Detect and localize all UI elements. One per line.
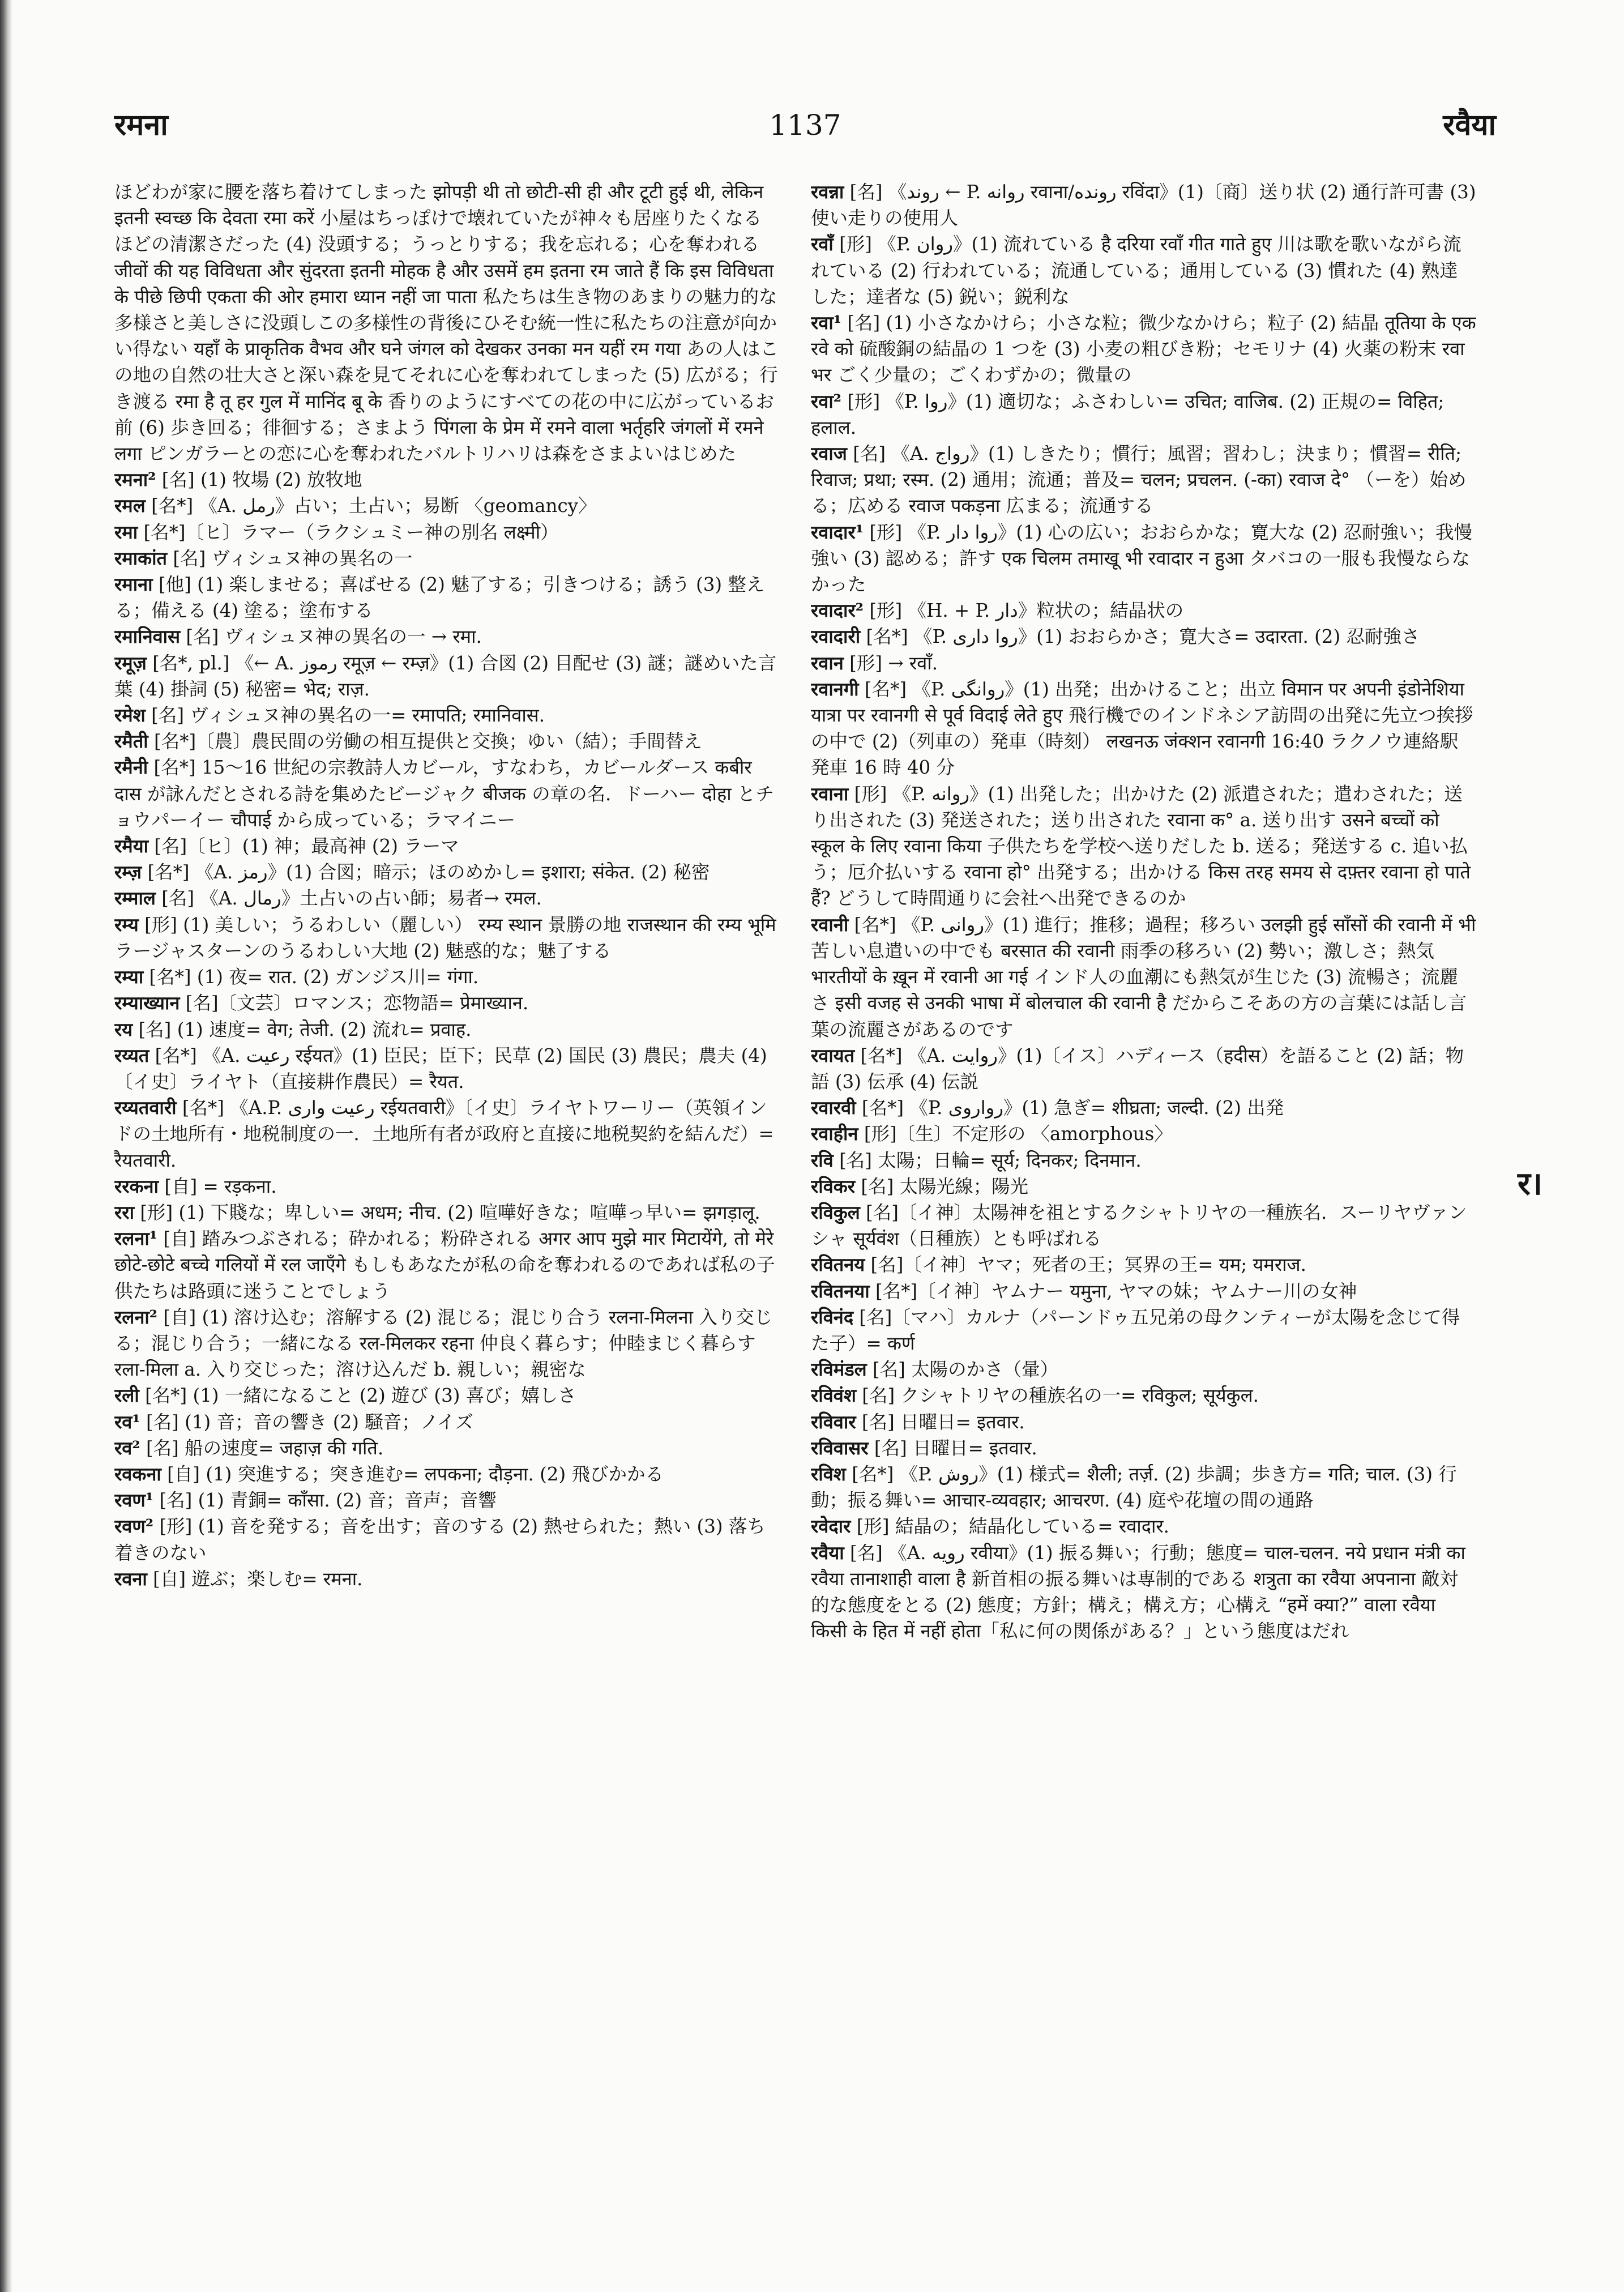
dictionary-entry: [811, 1540, 1476, 1645]
entry-definition: [形] 《P. روانه》(1) 出発した；出かけた (2) 派遣された；遣わされた；送り出された (3) 発送された；送り出された रवाना क° a. 送り出す उसने बच्चों को स्कूल के लिए रवाना किया 子供たちを学校へ送りだした b. 送る；発送する c. 追い払う；厄介払いする रवाना हो° 出発する；出かける किस तरह समय से दफ़्तर रवाना हो पाते हैं? どうして時間通りに会社へ出発できるのか: [811, 783, 1471, 910]
dictionary-entry: [811, 1435, 1476, 1461]
entry-definition: [名*] 《A. رمل》占い；土占い；易断 〈geomancy〉: [151, 495, 597, 517]
dictionary-entry: [114, 990, 780, 1016]
entry-definition: [形] (1) 音を発する；音を出す；音のする (2) 熱せられた；熱い (3) 落ち着きのない: [114, 1516, 766, 1564]
entry-definition: [名*]〔ヒ〕ラマー（ラクシュミー神の別名 लक्ष्मी）: [143, 521, 559, 543]
entry-headword: ररा: [114, 1201, 135, 1223]
entry-headword: रवन्ना: [811, 181, 844, 203]
dictionary-entry: [114, 1200, 780, 1226]
entry-headword: रवान: [811, 651, 844, 674]
entry-definition: [名]〔ヒ〕(1) 神；最高神 (2) ラーマ: [154, 835, 459, 857]
entry-headword: रलना¹: [114, 1227, 158, 1250]
entry-definition: [名*, pl.] 《← A. رموز रमूज़ ← रम्ज़》(1) 合図 (2) 目配せ (3) 謎；謎めいた言葉 (4) 掛詞 (5) 秘密= भेद; राज़.: [114, 652, 777, 700]
entry-headword: रमना²: [114, 468, 156, 491]
dictionary-entry: [114, 728, 780, 754]
entry-headword: रवा¹: [811, 311, 842, 334]
dictionary-entry: [114, 1043, 780, 1095]
dictionary-entry: [114, 964, 780, 990]
dictionary-entry: [114, 1304, 780, 1383]
entry-headword: रम्ज़: [114, 861, 142, 883]
dictionary-entry: [114, 1095, 780, 1173]
dictionary-entry: [811, 676, 1476, 781]
entry-definition: [形] 《P. روا》(1) 適切な；ふさわしい= उचित; वाजिब. (2) 正規の= विहित; हलाल.: [811, 390, 1444, 438]
dictionary-entry: [811, 519, 1476, 598]
entry-headword: रव²: [114, 1436, 140, 1459]
dictionary-entry: [811, 1382, 1476, 1409]
dictionary-entry: [114, 493, 780, 519]
dictionary-entry: [811, 1121, 1476, 1147]
entry-headword: रवादार²: [811, 599, 864, 622]
entry-definition: [名*] 《P. رواروی》(1) 急ぎ= शीघ्रता; जल्दी. (2) 出発: [861, 1097, 1284, 1119]
entry-headword: रवादारी: [811, 625, 861, 648]
dictionary-entry: [811, 1409, 1476, 1435]
entry-definition: [自] (1) 溶け込む；溶解する (2) 混じる；混じり合う रलना-मिलना 入り交じる；混じり合う；一緒になる रल-मिलकर रहना 仲良く暮らす；仲睦まじく暮らす रला-मिला a. 入り交じった；溶け込んだ b. 親しい；親密な: [114, 1306, 773, 1381]
dictionary-entry: [811, 1095, 1476, 1121]
entry-definition: [形] (1) 下賤な；卑しい= अधम; नीच. (2) 喧嘩好きな；喧嘩っ早い= झगड़ालू.: [140, 1201, 760, 1223]
entry-definition: [形] (1) 美しい；うるわしい（麗しい） रम्य स्थान 景勝の地 राजस्थान की रम्य भूमि ラージャスターンのうるわしい大地 (2) 魅惑的な；魅了する: [114, 914, 776, 962]
entry-headword: रवारवी: [811, 1096, 856, 1119]
entry-headword: रवैया: [811, 1541, 844, 1564]
entry-headword: रविश: [811, 1462, 846, 1485]
entry-definition: [名]〔マハ〕カルナ（パーンドゥ五兄弟の母クンティーが太陽を念じて得た子）= कर्ण: [811, 1306, 1460, 1354]
dictionary-entry: [811, 1173, 1476, 1200]
entry-definition: [名] (1) 速度= वेग; तेजी. (2) 流れ= प्रवाह.: [138, 1018, 472, 1040]
dictionary-entry: [811, 624, 1476, 650]
entry-definition: [名*] 《P. روانی》(1) 進行；推移；過程；移ろい उलझी हुई साँसों की रवानी में भी 苦しい息遣いの中でも बरसात की रवानी 雨季の移ろい (2) 勢い；激しさ；熱気 भारतीयों के ख़ून में रवानी आ गई インド人の血潮にも熱気が生じた (3) 流暢さ；流麗さ इसी वजह से उनकी भाषा में बोलचाल की रवानी है だからこそあの方の言葉には話し言葉の流麗さがあるのです: [811, 914, 1476, 1040]
entry-definition: [名] 日曜日= इतवार.: [861, 1411, 1025, 1433]
entry-headword: रविवासर: [811, 1436, 869, 1459]
dictionary-entry: [114, 650, 780, 702]
entry-definition: [形] 《P. روا دار》(1) 心の広い；おおらかな；寛大な (2) 忍耐強い；我慢強い (3) 認める；許す एक चिलम तमाखू भी रवादार न हुआ タバコの一服も我慢ならなかった: [811, 521, 1473, 596]
dictionary-entry: [114, 833, 780, 859]
entry-headword: रविकुल: [811, 1201, 860, 1223]
entry-headword: रवादार¹: [811, 520, 864, 543]
entry-definition: [名] 太陽のかさ（暈）: [872, 1359, 1059, 1381]
dictionary-entry: [811, 1513, 1476, 1539]
entry-definition: [名*] (1) 一緒になること (2) 遊び (3) 喜び；嬉しさ: [145, 1385, 576, 1407]
entry-definition: [名*] 《A. رمز》(1) 合図；暗示；ほのめかし= इशारा; संकेत. (2) 秘密: [147, 861, 710, 883]
entry-definition: [名*] 《A.P. رعیت واری रईयतवारी》〔イ史〕ライヤトワーリー（英領インドの土地所有・地税制度の一．土地所有者が政府と直接に地税契約を結んだ）= रैयतवारी.: [114, 1097, 774, 1171]
entry-headword: रविकर: [811, 1175, 856, 1197]
left-running-headword: रमना: [114, 108, 168, 142]
entry-headword: रमा: [114, 520, 138, 543]
entry-headword: रवानी: [811, 913, 849, 936]
page-number: 1137: [769, 109, 841, 142]
entry-headword: रलना²: [114, 1305, 158, 1328]
entry-definition: [名] (1) 青銅= काँसा. (2) 音；音声；音響: [159, 1489, 497, 1512]
dictionary-entry: [811, 441, 1476, 519]
dictionary-entry: [114, 1487, 780, 1513]
dictionary-entry: [811, 1278, 1476, 1304]
dictionary-entry: [114, 859, 780, 885]
dictionary-entry: [114, 1017, 780, 1043]
entry-definition: [名]〔イ神〕太陽神を祖とするクシャトリヤの一種族名．スーリヤヴァンシャ सूर्यवंश（日種族）とも呼ばれる: [811, 1201, 1467, 1250]
dictionary-entry: [114, 624, 780, 650]
dictionary-entry: [811, 179, 1476, 231]
entry-headword: रवितनया: [811, 1279, 870, 1302]
entry-headword: रमैनी: [114, 756, 148, 779]
dictionary-entry: [114, 1461, 780, 1487]
dictionary-entry: [811, 389, 1476, 441]
entry-headword: रमेश: [114, 704, 146, 727]
entry-headword: रवाज: [811, 442, 847, 465]
entry-definition: [名] 《A. رویه रवीया》(1) 振る舞い；行動；態度= चाल-चलन. नये प्रधान मंत्री का रवैया तानाशाही वाला है 新首相の振る舞いは専制的である शत्रुता का रवैया अपनाना 敵対的な態度をとる (2) 態度；方針；構え；構え方；心構え “हमें क्या?” वाला रवैया किसी के हित में नहीं होता「私に何の関係がある？」という態度はだれ: [811, 1542, 1465, 1642]
entry-definition: [自] 遊ぶ；楽しむ= रमना.: [153, 1568, 363, 1590]
entry-headword: रमैती: [114, 730, 148, 753]
entry-headword: रविनंद: [811, 1305, 854, 1328]
entry-definition: [自] 踏みつぶされる；砕かれる；粉砕される अगर आप मुझे मार मिटायेंगे, तो मेरे छोटे-छोटे बच्चे गलियों में रल जाएँगे もしもあなたが私の命を奪われるのであれば私の子供たちは路頭に迷うことでしょう: [114, 1228, 775, 1302]
entry-headword: रम्माल: [114, 887, 156, 910]
entry-definition: [名*] (1) 夜= रात. (2) ガンジス川= गंगा.: [149, 966, 479, 988]
dictionary-entry: [114, 1382, 780, 1409]
entry-headword: ररकना: [114, 1175, 159, 1197]
entry-headword: रविवंश: [811, 1384, 856, 1407]
entry-headword: रवानगी: [811, 677, 859, 700]
dictionary-entry: [811, 231, 1476, 310]
dictionary-entry: [811, 1252, 1476, 1278]
thumb-index-tab: र।: [1518, 1165, 1543, 1202]
entry-headword: रवाहीन: [811, 1122, 858, 1145]
entry-headword: रवा²: [811, 390, 842, 412]
entry-definition: [名] (1) 音；音の響き (2) 騒音；ノイズ: [146, 1411, 473, 1433]
entry-headword: रम्याख्यान: [114, 992, 180, 1014]
dictionary-entry: [114, 467, 780, 493]
entry-headword: रवेदार: [811, 1515, 851, 1538]
dictionary-entry: [114, 885, 780, 911]
entry-headword: रव¹: [114, 1410, 140, 1433]
entry-headword: रवण²: [114, 1515, 154, 1538]
entry-headword: रविवार: [811, 1410, 856, 1433]
dictionary-entry: [114, 702, 780, 728]
entry-definition: [名] 《روند ← P. روانه रवाना/رونده रविंदा》(1)〔商〕送り状 (2) 通行許可書 (3) 使い走りの使用人: [811, 181, 1476, 229]
entry-headword: रवना: [114, 1567, 147, 1590]
entry-headword: रमाना: [114, 573, 153, 596]
entry-definition: [名*] 《A. روایت》(1)〔イス〕ハディース（हदीस）を語ること (2) 話；物語 (3) 伝承 (4) 伝説: [811, 1044, 1464, 1092]
dictionary-entry: [114, 519, 780, 545]
entry-headword: रमानिवास: [114, 625, 181, 648]
dictionary-entry: [811, 1043, 1476, 1095]
dictionary-entry: [114, 1435, 780, 1461]
entry-definition: [名] 日曜日= इतवार.: [874, 1437, 1037, 1459]
entry-headword: रमूज़: [114, 651, 147, 674]
entry-headword: रय्यतवारी: [114, 1096, 177, 1119]
entry-definition: [名] 船の速度= जहाज़ की गति.: [146, 1437, 384, 1459]
entry-definition: [名*] 《P. روا داری》(1) おおらかさ；寛大さ= उदारता. (2) 忍耐強さ: [866, 626, 1420, 648]
entry-headword: रवण¹: [114, 1489, 154, 1512]
dictionary-entry: [114, 545, 780, 571]
entry-definition: [自] = रड़कना.: [164, 1175, 277, 1197]
dictionary-entry: [811, 912, 1476, 1043]
entry-headword: रम्या: [114, 966, 144, 988]
dictionary-entry: [811, 1356, 1476, 1382]
dictionary-entry: [114, 1409, 780, 1435]
entry-definition: [形] → रवाँ.: [849, 652, 938, 674]
entry-definition: [形]〔生〕不定形の 〈amorphous〉: [864, 1123, 1173, 1145]
entry-definition: [名] 《A. رمال》土占いの占い師；易者→ रमल.: [161, 887, 542, 910]
entry-definition: [名] ヴィシュヌ神の異名の一= रमापति; रमानिवास.: [151, 705, 545, 727]
dictionary-entry: [114, 1173, 780, 1200]
dictionary-entry: [811, 597, 1476, 624]
entry-definition: [名] 太陽光線；陽光: [861, 1175, 1029, 1197]
dictionary-entry: [811, 1200, 1476, 1252]
entry-headword: रय्यत: [114, 1044, 149, 1066]
entry-definition: [名] ヴィシュヌ神の異名の一: [173, 547, 413, 569]
right-running-headword: रवैया: [1443, 108, 1496, 142]
entry-headword: रविमंडल: [811, 1358, 867, 1381]
entry-headword: रमाकांत: [114, 547, 168, 569]
entry-headword: रवितनय: [811, 1253, 865, 1276]
entry-definition: [名*]〔イ神〕ヤムナー यमुना, ヤマの妹；ヤムナー川の女神: [875, 1280, 1357, 1302]
dictionary-entry: [114, 1513, 780, 1565]
entry-headword: रवायत: [811, 1044, 855, 1066]
dictionary-entry: [114, 754, 780, 833]
right-column: [811, 179, 1476, 2156]
dictionary-entry: [114, 571, 780, 624]
dictionary-entry: [114, 912, 780, 964]
entry-definition: [自] (1) 突進する；突き進む= लपकना; दौड़ना. (2) 飛びかかる: [167, 1463, 664, 1485]
entry-headword: रय: [114, 1018, 133, 1040]
dictionary-entry: [811, 310, 1476, 389]
entry-definition: [名] 《A. رواج》(1) しきたり；慣行；風習；習わし；決まり；慣習= रीति; रिवाज; प्रथा; रस्म. (2) 通用；流通；普及= चलन; प्रचलन. (-का) रवाज दे° （ーを）始める；広める रवाज पकड़ना 広まる；流通する: [811, 443, 1467, 517]
entry-definition: [形] 《P. روان》(1) 流れている है दरिया रवाँ गीत गाते हुए 川は歌を歌いながら流れている (2) 行われている；流通している；通用している (3) 慣れた (4) 熟達した；達者な (5) 鋭い；鋭利な: [811, 233, 1461, 308]
entry-definition: [名] (1) 小さなかけら；小さな粒；微少なかけら；粒子 (2) 結晶 तूतिया के एक रवे को 硫酸銅の結晶の 1 つを (3) 小麦の粗びき粉；セモリナ (4) 火薬の粉末 रवा भर ごく少量の；ごくわずかの；微量の: [811, 312, 1476, 386]
dictionary-entry: [811, 650, 1476, 676]
entry-definition: [形] 結晶の；結晶化している= रवादार.: [856, 1516, 1170, 1538]
dictionary-entry: [114, 179, 780, 467]
entry-headword: रमैया: [114, 835, 148, 857]
entry-headword: रवाना: [811, 782, 849, 805]
entry-headword: रवाँ: [811, 233, 834, 255]
entry-definition: [名] (1) 牧場 (2) 放牧地: [161, 469, 362, 491]
entry-definition: [名] クシャトリヤの種族名の一= रविकुल; सूर्यकुल.: [862, 1385, 1259, 1407]
entry-definition: [名*] 15〜16 世紀の宗教詩人カビール，すなわち，カビールダース कबीर दास が詠んだとされる詩を集めたビージャク बीजक の章の名．ドーハー दोहा とチョウパーイー चौपाई から成っている；ラマイニー: [114, 757, 774, 831]
entry-definition: [名*] 《P. روش》(1) 様式= शैली; तर्ज़. (2) 歩調；歩き方= गति; चाल. (3) 行動；振る舞い= आचार-व्यवहार; आचरण. (4) 庭や花壇の間の通路: [811, 1463, 1457, 1512]
entry-definition: [名] 太陽；日輪= सूर्य; दिनकर; दिनमान.: [839, 1149, 1142, 1171]
dictionary-entry: [811, 781, 1476, 912]
entry-definition: [名*]〔農〕農民間の労働の相互提供と交換；ゆい（結）；手間替え: [154, 731, 702, 753]
page-header: [114, 105, 1496, 145]
entry-headword: रमल: [114, 494, 146, 517]
dictionary-entry: [114, 1566, 780, 1592]
left-column: [114, 179, 780, 2156]
entry-definition: [形] 《H. + P. دار》粒状の；結晶状の: [869, 600, 1184, 622]
entry-definition: [名*] 《A. رعیت रईयत》(1) 臣民；臣下；民草 (2) 国民 (3) 農民；農夫 (4)〔イ史〕ライヤト（直接耕作農民）= रैयत.: [114, 1044, 767, 1092]
entry-definition: [名] ヴィシュヌ神の異名の一 → रमा.: [186, 626, 482, 648]
entry-headword: रम्य: [114, 913, 139, 936]
entry-definition: [名]〔イ神〕ヤマ；死者の王；冥界の王= यम; यमराज.: [870, 1254, 1306, 1276]
entry-definition: [名]〔文芸〕ロマンス；恋物語= प्रेमाख्यान.: [185, 992, 529, 1014]
entry-definition: [名*] 《P. روانگی》(1) 出発；出かけること；出立 विमान पर अपनी इंडोनेशिया यात्रा पर रवानगी से पूर्व विदाई लेते हुए 飛行機でのインドネシア訪問の出発に先立つ挨拶の中で (2)（列車の）発車（時刻） लखनऊ जंक्शन रवानगी 16:40 ラクノウ連絡駅発車 16 時 40 分: [811, 678, 1473, 779]
dictionary-entry: [811, 1147, 1476, 1173]
entry-definition: [他] (1) 楽しませる；喜ばせる (2) 魅了する；引きつける；誘う (3) 整える；備える (4) 塗る；塗布する: [114, 574, 765, 622]
entry-headword: रवकना: [114, 1462, 161, 1485]
entry-definition: ほどわが家に腰を落ち着けてしまった झोपड़ी थी तो छोटी-सी ही और टूटी हुई थी, लेकिन इतनी स्वच्छ कि देवता रमा करें 小屋はちっぽけで壊れていたが神々も居座りたくなるほどの清潔さだった (4) 没頭する；うっとりする；我を忘れる；心を奪われる जीवों की यह विविधता और सुंदरता इतनी मोहक है और उसमें हम इतना रम जाते हैं कि इस विविधता के पीछे छिपी एकता की ओर हमारा ध्यान नहीं जा पाता 私たちは生き物のあまりの魅力的な多様さと美しさに没頭しこの多様性の背後にひそむ統一性に私たちの注意が向かい得ない यहाँ के प्राकृतिक वैभव और घने जंगल को देखकर उनका मन यहीं रम गया あの人はこの地の自然の壮大さと深い森を見てそれに心を奪われてしまった (5) 広がる；行き渡る रमा है तू हर गुल में मानिंद बू के 香りのようにすべての花の中に広がっているお前 (6) 歩き回る；徘徊する；さまよう पिंगला के प्रेम में रमने वाला भर्तृहरि जंगलों में रमने लगा ピンガラーとの恋に心を奪われたバルトリハリは森をさまよいはじめた: [114, 181, 779, 465]
book-binding-shadow: [0, 0, 12, 2292]
dictionary-entry: [811, 1461, 1476, 1513]
entry-headword: रली: [114, 1384, 139, 1407]
dictionary-entry: [811, 1304, 1476, 1356]
dictionary-entry: [114, 1226, 780, 1304]
entry-headword: रवि: [811, 1149, 834, 1171]
